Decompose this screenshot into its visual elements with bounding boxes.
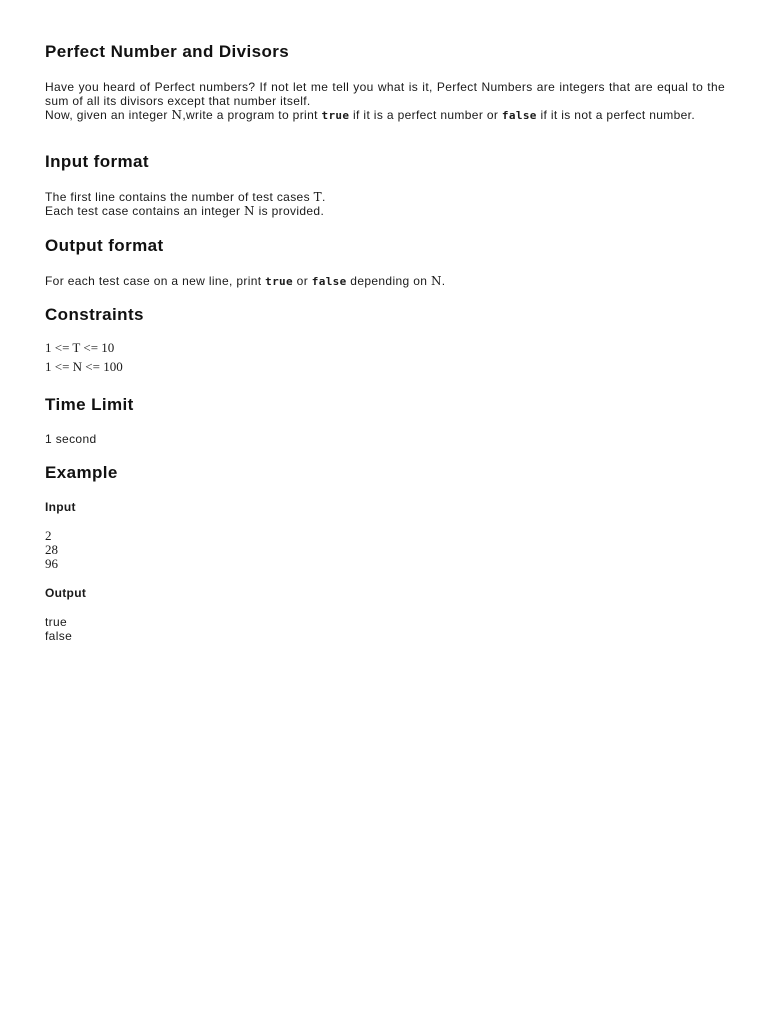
time-limit-heading: Time Limit (45, 395, 134, 414)
variable-n: N (244, 204, 255, 218)
keyword-false: false (501, 109, 537, 122)
example-input-label: Input (45, 500, 76, 514)
output-format-section (45, 274, 725, 289)
intro-section (45, 80, 725, 123)
constraints-heading: Constraints (45, 305, 144, 324)
example-input-line: 2 (45, 528, 52, 543)
example-output-line: false (45, 629, 73, 643)
input-format-text: The first line contains the number of test cases (45, 190, 314, 204)
variable-n: N (171, 108, 183, 122)
output-format-heading: Output format (45, 236, 164, 255)
input-format-line (45, 190, 725, 204)
example-heading: Example (45, 463, 118, 482)
intro-text-part: if it is not a perfect number. (536, 108, 696, 122)
intro-text: Have you heard of Perfect numbers? If not let me tell you what is it, Perfect Numbers are integers that are equal to the sum of all its divisors except that number itself. (45, 80, 725, 108)
variable-t: T (313, 190, 322, 204)
input-format-text: . (321, 190, 326, 204)
intro-text-part: if it is a perfect number or (349, 108, 502, 122)
output-format-line (45, 274, 725, 289)
output-format-text: or (293, 274, 312, 288)
example-output-block (45, 615, 725, 643)
constraint-item: 1 <= T <= 10 (45, 340, 115, 355)
example-input-line: 28 (45, 542, 58, 557)
output-format-text: depending on (346, 274, 431, 288)
page-title: Perfect Number and Divisors (45, 42, 290, 61)
input-format-text: Each test case contains an integer (45, 204, 245, 218)
input-format-line (45, 204, 725, 218)
intro-text-part: ,write a program to print (182, 108, 322, 122)
time-limit-value: 1 second (45, 432, 97, 446)
time-limit-section (45, 432, 725, 446)
variable-n: N (430, 274, 442, 288)
keyword-true: true (321, 109, 350, 122)
constraint-item: 1 <= N <= 100 (45, 359, 123, 374)
output-format-text: For each test case on a new line, print (45, 274, 266, 288)
output-format-text: . (441, 274, 446, 288)
constraints-list (45, 341, 725, 374)
intro-paragraph (45, 80, 725, 123)
input-format-text: is provided. (254, 204, 325, 218)
keyword-false: false (311, 275, 347, 288)
example-output-line: true (45, 615, 68, 629)
input-format-heading: Input format (45, 152, 149, 171)
input-format-section (45, 190, 725, 218)
example-input-line: 96 (45, 556, 58, 571)
example-input-block (45, 529, 725, 571)
example-output-label: Output (45, 586, 87, 600)
intro-text-part: Now, given an integer (45, 108, 172, 122)
keyword-true: true (265, 275, 293, 288)
